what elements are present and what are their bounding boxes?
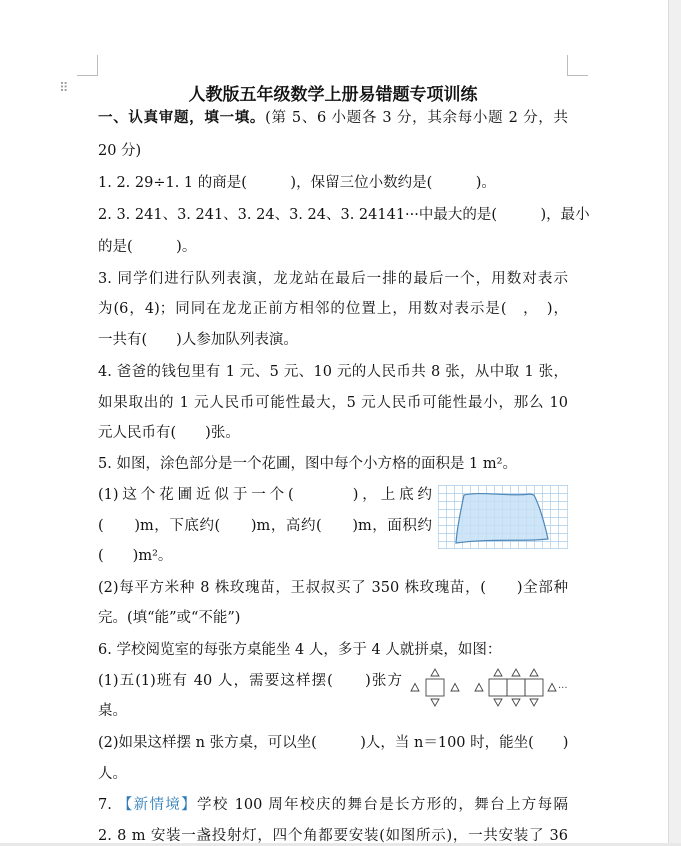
new-context-tag: 【新情境】 bbox=[117, 797, 198, 813]
question-7-number: 7. bbox=[98, 797, 118, 813]
margin-corner-mark bbox=[77, 55, 98, 76]
section-note: (第 5、6 小题各 3 分，其余每小题 2 分，共 bbox=[265, 110, 568, 126]
question-7-text: 学校 100 周年校庆的舞台是长方形的，舞台上方每隔 bbox=[197, 797, 568, 813]
question-6-part2-line2: 人。 bbox=[98, 766, 127, 782]
question-1: 1. 2. 29÷1. 1 的商是( )，保留三位小数约是( )。 bbox=[98, 175, 496, 191]
question-2-line2: 的是( )。 bbox=[98, 239, 197, 255]
table-arrangement-figure bbox=[410, 667, 570, 709]
section-heading-line bbox=[98, 108, 568, 128]
vertical-scrollbar[interactable] bbox=[668, 0, 681, 843]
question-4-line1: 4. 爸爸的钱包里有 1 元、5 元、10 元的人民币共 8 张，从中取 1 张， bbox=[98, 364, 568, 380]
question-6-part1-line1: (1)五(1)班有 40 人，需要这样摆( )张方 bbox=[98, 673, 402, 689]
flower-bed-grid-figure bbox=[438, 485, 568, 549]
question-7-line2: 2. 8 m 安装一盏投射灯，四个角都要安装(如图所示)，一共安装了 36 bbox=[98, 828, 568, 844]
question-5-part1-line1: (1)这个花圃近似于一个( )，上底约 bbox=[98, 487, 432, 503]
question-7-line1 bbox=[98, 795, 568, 815]
question-4-line3: 元人民币有( )张。 bbox=[98, 425, 240, 441]
question-5-intro: 5. 如图，涂色部分是一个花圃，图中每个小方格的面积是 1 m²。 bbox=[98, 456, 517, 472]
question-3-line1: 3. 同学们进行队列表演，龙龙站在最后一排的最后一个，用数对表示 bbox=[98, 271, 568, 287]
page-title: 人教版五年级数学上册易错题专项训练 bbox=[188, 85, 478, 105]
question-5-part1-line3: ( )m²。 bbox=[98, 548, 173, 564]
drag-handle-icon[interactable]: ⠿ bbox=[59, 81, 68, 96]
question-6-part1-line2: 桌。 bbox=[98, 703, 127, 719]
figure-ellipsis: ··· bbox=[558, 683, 568, 694]
question-5-part1-line2: ( )m，下底约( )m，高约( )m，面积约 bbox=[98, 518, 432, 534]
question-3-line3: 一共有( )人参加队列表演。 bbox=[98, 332, 298, 348]
question-6-part2-line1: (2)如果这样摆 n 张方桌，可以坐( )人，当 n＝100 时，能坐( ) bbox=[98, 735, 569, 751]
question-6-intro: 6. 学校阅览室的每张方桌能坐 4 人，多于 4 人就拼桌，如图： bbox=[98, 642, 502, 658]
question-5-part2-line2: 完。(填“能”或“不能”) bbox=[98, 610, 241, 626]
question-2-line1: 2. 3. 241、3. 241、3. 24、3. 24、3. 24141···中最大的是( )，最小 bbox=[98, 207, 590, 223]
section-note-cont: 20 分) bbox=[98, 143, 142, 159]
margin-corner-mark bbox=[567, 55, 588, 76]
section-heading: 一、认真审题，填一填。 bbox=[98, 110, 266, 126]
question-4-line2: 如果取出的 1 元人民币可能性最大，5 元人民币可能性最小，那么 10 bbox=[98, 395, 568, 411]
question-3-line2: 为(6，4)；同同在龙龙正前方相邻的位置上，用数对表示是( ， )， bbox=[98, 301, 568, 317]
question-5-part2-line1: (2)每平方米种 8 株玫瑰苗，王叔叔买了 350 株玫瑰苗，( )全部种 bbox=[98, 580, 568, 596]
